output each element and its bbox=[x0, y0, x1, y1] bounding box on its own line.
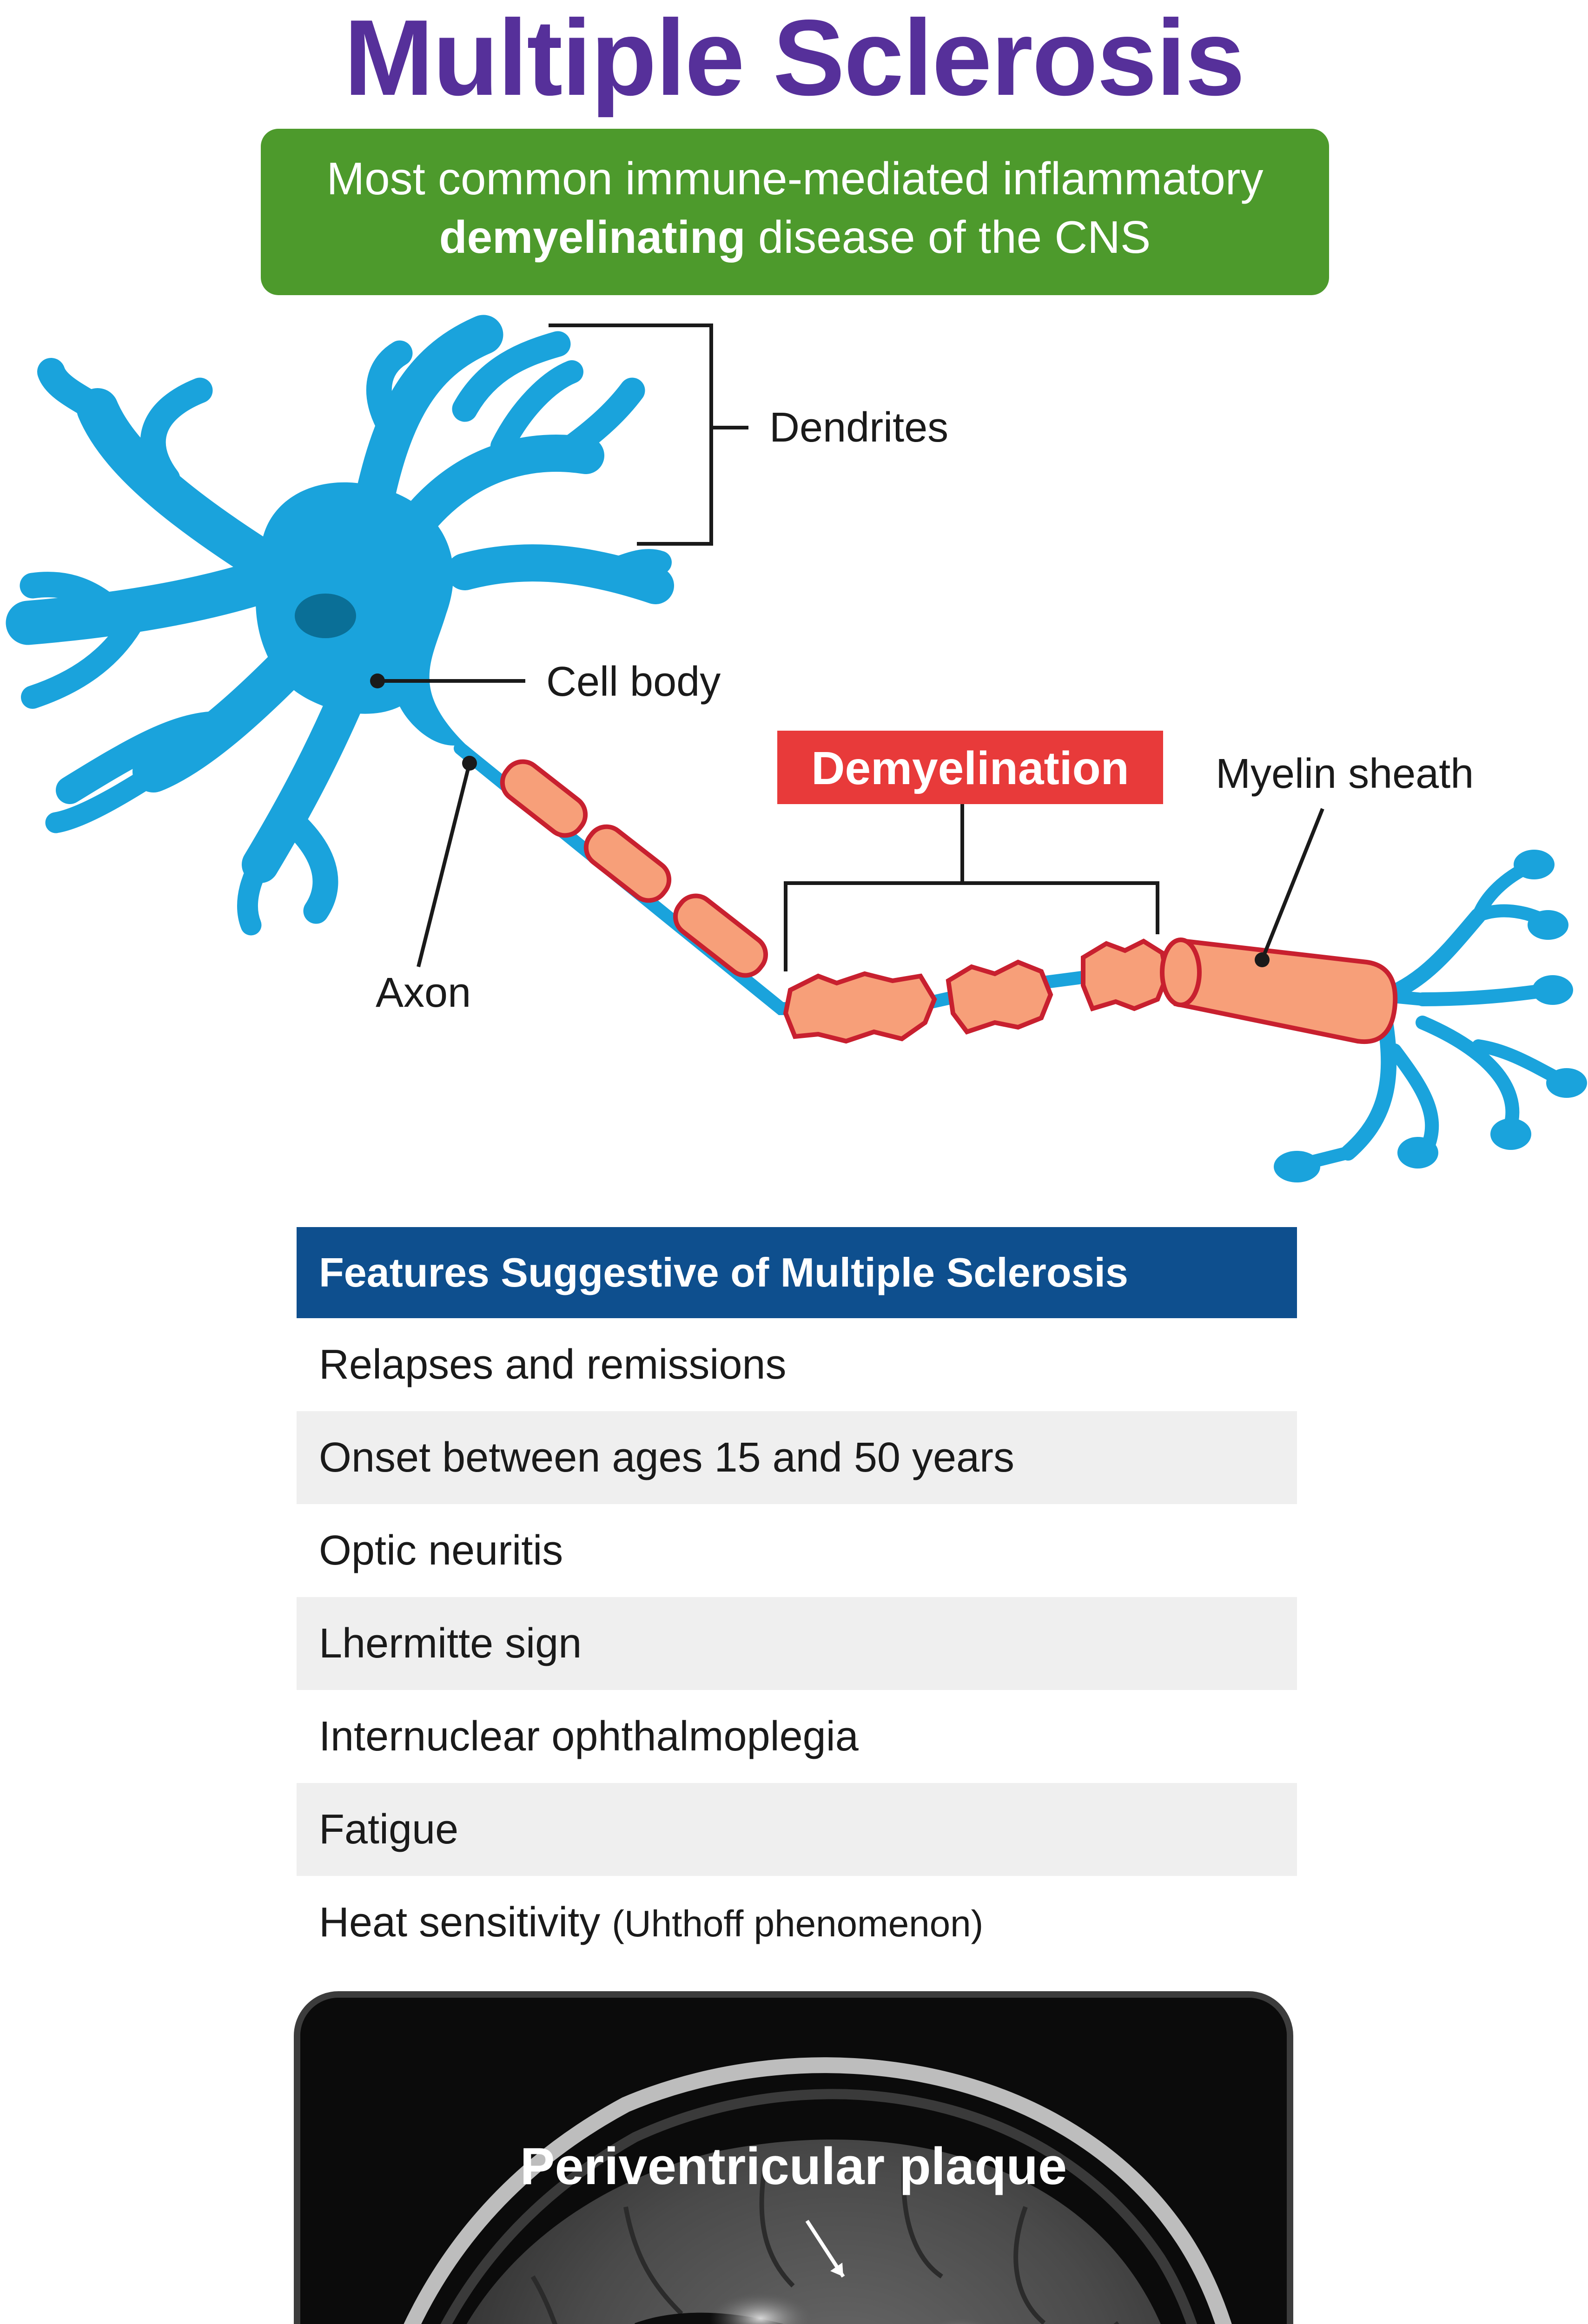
row-text: Fatigue bbox=[319, 1806, 459, 1853]
label-myelin-sheath: Myelin sheath bbox=[1216, 751, 1474, 797]
myelin-sheath-pointer bbox=[1262, 809, 1323, 960]
neuron-diagram bbox=[0, 297, 1588, 1246]
banner-line-2 bbox=[261, 208, 1329, 266]
table-row bbox=[297, 1504, 1297, 1597]
row-text: Optic neuritis bbox=[319, 1527, 563, 1574]
row-text: Lhermitte sign bbox=[319, 1620, 582, 1667]
label-axon: Axon bbox=[376, 970, 471, 1016]
row-text: Heat sensitivity bbox=[319, 1899, 612, 1946]
features-table bbox=[297, 1227, 1297, 1969]
row-text: Relapses and remissions bbox=[319, 1341, 787, 1388]
nucleus bbox=[295, 594, 356, 638]
table-row bbox=[297, 1783, 1297, 1876]
row-note: (Uhthoff phenomenon) bbox=[612, 1903, 984, 1944]
myelin-segments-damaged bbox=[786, 941, 1167, 1041]
myelin-sheath-cylinder bbox=[1162, 940, 1395, 1042]
label-cell-body: Cell body bbox=[546, 659, 721, 705]
table-row bbox=[297, 1411, 1297, 1504]
banner-line-1: Most common immune-mediated inflammatory bbox=[326, 153, 1264, 204]
label-dendrites: Dendrites bbox=[769, 404, 949, 451]
table-row bbox=[297, 1690, 1297, 1783]
axon-pointer bbox=[418, 763, 470, 967]
mri-plaque-label: Periventricular plaque bbox=[520, 2137, 1067, 2195]
label-demyelination: Demyelination bbox=[811, 742, 1129, 794]
row-text: Internuclear ophthalmoplegia bbox=[319, 1713, 859, 1760]
definition-banner bbox=[261, 129, 1329, 295]
banner-bold-term: demyelinating bbox=[439, 211, 746, 263]
myelin-segments-intact bbox=[495, 754, 773, 983]
table-row bbox=[297, 1876, 1297, 1969]
table-row bbox=[297, 1318, 1297, 1411]
row-text: Onset between ages 15 and 50 years bbox=[319, 1434, 1015, 1481]
features-table-header: Features Suggestive of Multiple Sclerosis bbox=[297, 1227, 1297, 1318]
banner-line-2-rest: disease of the CNS bbox=[745, 211, 1151, 263]
mri-panel bbox=[294, 1991, 1293, 2324]
cell-body-shape bbox=[256, 482, 465, 746]
page-title: Multiple Sclerosis bbox=[344, 0, 1244, 118]
table-row bbox=[297, 1597, 1297, 1690]
